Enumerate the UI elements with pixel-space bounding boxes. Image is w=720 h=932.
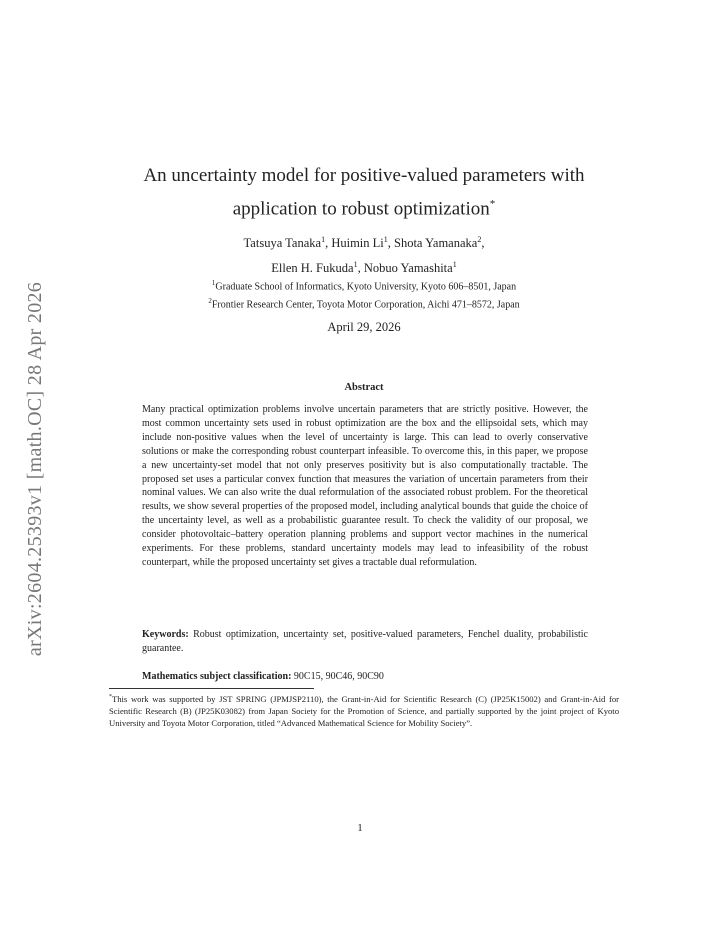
- author-name: Tatsuya Tanaka: [243, 236, 322, 251]
- author-separator: ,: [325, 236, 332, 251]
- affiliation-list: [120, 276, 608, 313]
- author-separator: ,: [357, 261, 364, 276]
- author-affiliation-sup: 2: [477, 235, 482, 244]
- keywords: [142, 628, 588, 656]
- abstract-heading: Abstract: [344, 382, 384, 393]
- msc-classification: [142, 670, 588, 684]
- author-name: Huimin Li: [331, 236, 384, 251]
- title-footnote-mark: *: [489, 198, 496, 210]
- title-line-1: An uncertainty model for positive-valued parameters with: [143, 165, 585, 186]
- footnote: [109, 691, 619, 729]
- footnote-rule: [109, 688, 314, 689]
- msc-codes: 90C15, 90C46, 90C90: [293, 671, 384, 682]
- affiliation-sup: 2: [208, 297, 212, 306]
- title-line-2-text: application to robust optimization: [232, 198, 490, 220]
- msc-label: Mathematics subject classification:: [142, 671, 292, 682]
- author-list: [120, 229, 608, 279]
- page-number: 1: [357, 822, 363, 834]
- keywords-label: Keywords:: [142, 629, 189, 640]
- paper-title: [120, 162, 608, 223]
- arxiv-sidebar-stamp: arXiv:2604.25393v1 [math.OC] 28 Apr 2026: [24, 281, 46, 657]
- author-name: Shota Yamanaka: [394, 236, 478, 251]
- author-affiliation-sup: 1: [321, 235, 326, 244]
- affiliation-sup: 1: [211, 279, 216, 287]
- abstract-body: Many practical optimization problems involve uncertain parameters that are strictly positive. However, the most common uncertainty sets used in robust optimization are the box and the ellipsoidal sets, which may include non-positive values when the level of uncertainty is large. This can lead to overly conservative solutions or make the corresponding robust counterpart infeasible. To overcome this, in this paper, we propose a new uncertainty-set model that not only preserves positivity but is also computationally tractable. The proposed set uses a particular convex function that measures the variation of uncertain parameters from their nominal values. We can also write the dual reformulation of the associated robust problem. For the theoretical results, we show several properties of the proposed model, including analytical bounds that guide the choice of the uncertainty level, as well as a probabilistic guarantee result. To check the validity of our proposal, we consider photovoltaic–battery operation planning problems and support vector machines in the numerical experiments. For these problems, standard uncertainty models may lead to infeasibility of the robust counterpart, while the proposed uncertainty set gives a tractable dual reformulation.: [142, 404, 588, 568]
- paper-date: April 29, 2026: [327, 320, 401, 334]
- author-name: Ellen H. Fukuda: [271, 261, 354, 276]
- author-name: Nobuo Yamashita: [363, 261, 453, 276]
- affiliation-text: Graduate School of Informatics, Kyoto University, Kyoto 606–8501, Japan: [215, 281, 517, 293]
- footnote-mark: *: [109, 694, 112, 700]
- author-affiliation-sup: 1: [383, 235, 388, 244]
- affiliation-1: [120, 276, 608, 294]
- author-affiliation-sup: 1: [452, 260, 457, 270]
- author-affiliation-sup: 1: [353, 260, 358, 270]
- author-separator: ,: [481, 236, 485, 251]
- author-line-1: [120, 229, 608, 254]
- affiliation-2: [120, 294, 608, 312]
- keywords-text: Robust optimization, uncertainty set, positive-valued parameters, Fenchel duality, probabilistic guarantee.: [142, 629, 588, 654]
- title-line-2: [120, 190, 608, 223]
- author-separator: ,: [387, 236, 394, 251]
- affiliation-text: Frontier Research Center, Toyota Motor Corporation, Aichi 471–8572, Japan: [211, 299, 520, 311]
- footnote-text: This work was supported by JST SPRING (JPMJSP2110), the Grant-in-Aid for Scientific Research (C) (JP25K15002) and Grant-in-Aid for Scientific Research (B) (JP25K03082) from Japan Society for the Promotion of Science, and partially supported by the joint project of Kyoto University and Toyota Motor Corporation, titled “Advanced Mathematical Science for Mobility Society”.: [109, 693, 619, 728]
